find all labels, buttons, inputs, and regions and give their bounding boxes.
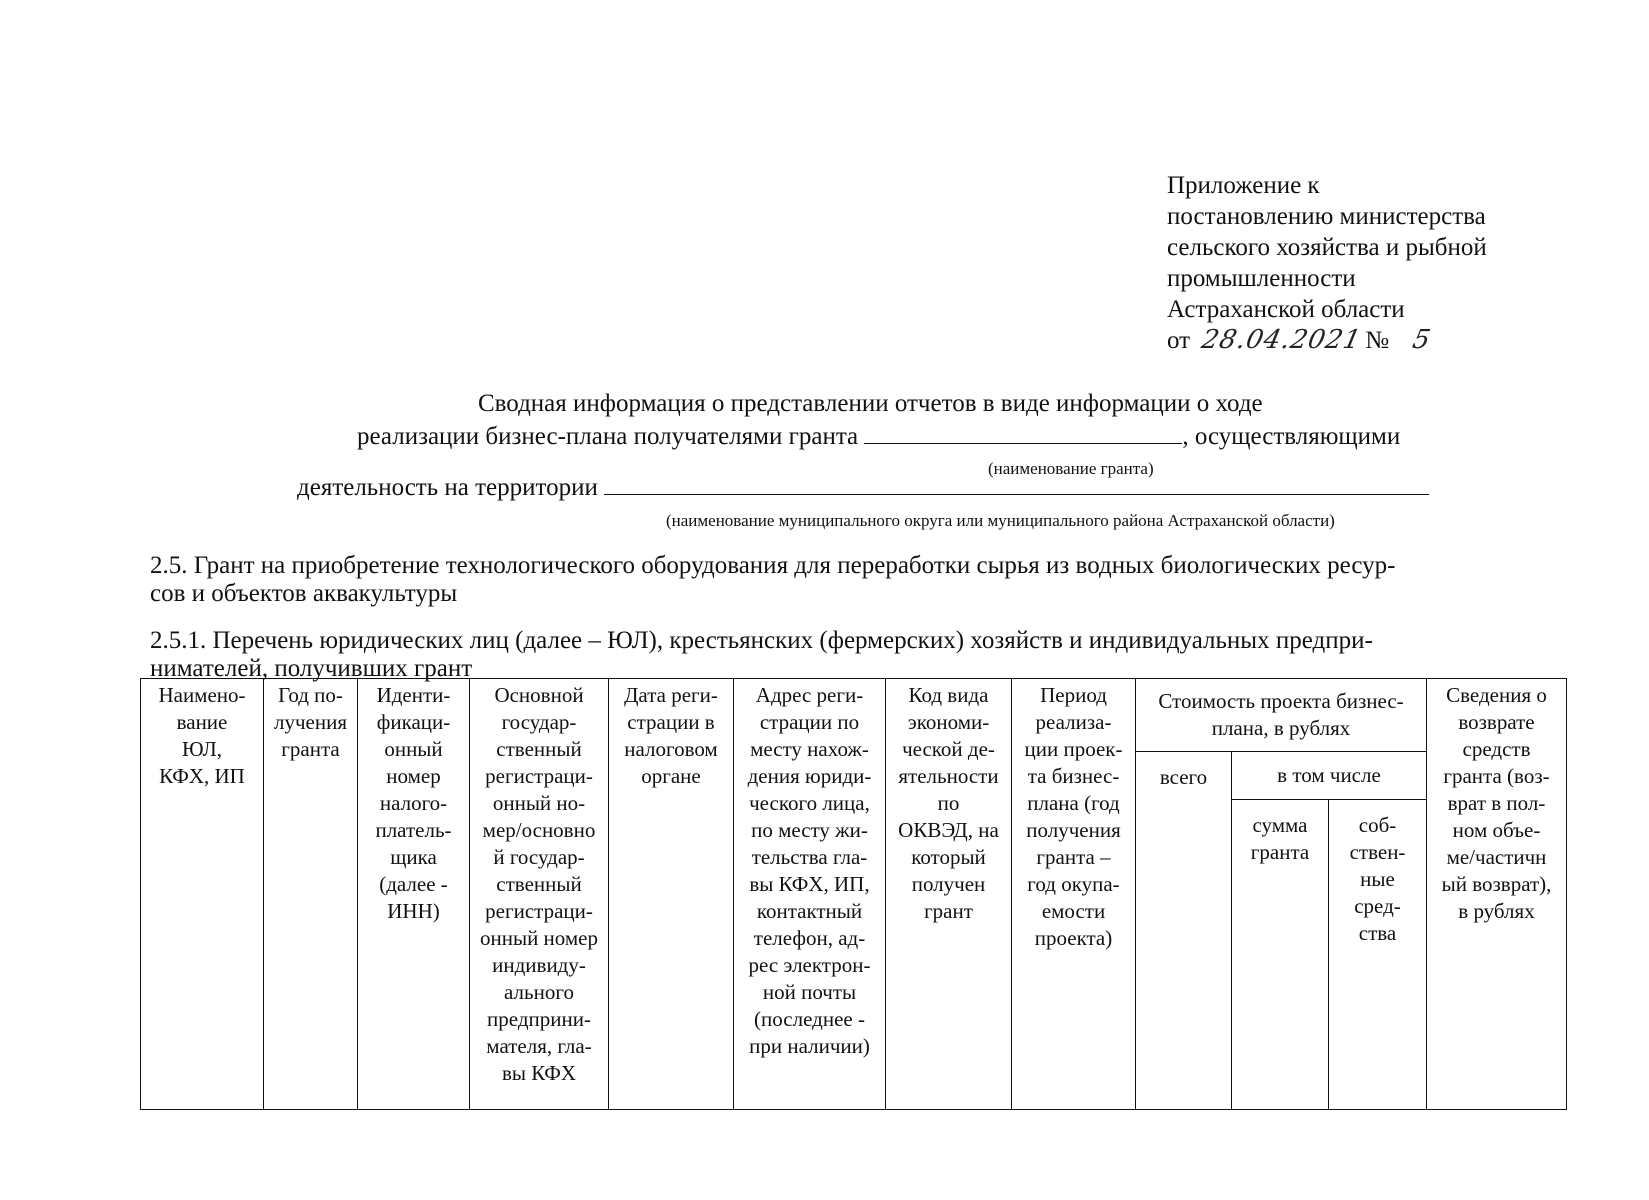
header-ogrn: Основной государ- ственный регистраци- онный но- мер/основно й государ- ственный регистраци- онный номер индивиду- ального предприни- мателя, гла- вы КФХ bbox=[470, 679, 609, 1110]
territory-caption: (наименование муниципального округа или муниципального района Астраханской области) bbox=[666, 511, 1335, 530]
header-period: Период реализа- ции проек- та бизнес- плана (год получения гранта – год окупа- емости проекта) bbox=[1012, 679, 1136, 1110]
handwritten-number: 5 bbox=[1410, 325, 1435, 355]
header-grant-sum: сумма гранта bbox=[1232, 800, 1329, 1110]
number-sign: № bbox=[1365, 327, 1390, 354]
section-2-5-1-line: нимателей, получивших грант bbox=[150, 655, 473, 682]
header-year: Год по- лучения гранта bbox=[264, 679, 358, 1110]
title-line-2-end: , осуществляющими bbox=[1182, 423, 1401, 450]
appendix-line: промышленности bbox=[1167, 265, 1356, 292]
title-line-3 bbox=[297, 474, 1429, 502]
grant-recipients-table bbox=[140, 678, 1567, 1110]
title-line-2-start: реализации бизнес-плана получателями гранта bbox=[357, 423, 859, 450]
handwritten-date: 28.04.2021 bbox=[1199, 325, 1365, 355]
header-refund: Сведения о возврате средств гранта (воз- врат в пол- ном объе- ме/частичн ый возврат), в рублях bbox=[1427, 679, 1567, 1110]
appendix-line: сельского хозяйства и рыбной bbox=[1167, 234, 1487, 261]
header-okved: Код вида экономи- ческой де- ятельности по ОКВЭД, на который получен грант bbox=[886, 679, 1012, 1110]
section-2-5-1-line: 2.5.1. Перечень юридических лиц (далее – ЮЛ), крестьянских (фермерских) хозяйств и индивидуальных предпри- bbox=[150, 627, 1373, 654]
appendix-line: Приложение к bbox=[1167, 172, 1320, 199]
date-prefix: от bbox=[1167, 327, 1191, 354]
grant-name-caption: (наименование гранта) bbox=[988, 459, 1154, 478]
section-2-5-1 bbox=[150, 627, 1373, 683]
appendix-line: Астраханской области bbox=[1167, 296, 1405, 323]
title-line-1: Сводная информация о представлении отчетов в виде информации о ходе bbox=[478, 390, 1263, 417]
header-including: в том числе bbox=[1232, 752, 1427, 800]
section-2-5-line: сов и объектов аквакультуры bbox=[150, 580, 458, 607]
appendix-date-line bbox=[1167, 325, 1487, 356]
title-line-2 bbox=[357, 423, 1400, 451]
title-line-3-text: деятельность на территории bbox=[297, 474, 598, 501]
section-2-5-line: 2.5. Грант на приобретение технологического оборудования для переработки сырья из водных биологических ресур- bbox=[150, 552, 1396, 579]
header-reg-date: Дата реги- страции в налоговом органе bbox=[609, 679, 734, 1110]
appendix-line: постановлению министерства bbox=[1167, 203, 1486, 230]
header-inn: Иденти- фикаци- онный номер налого- платель- щика (далее - ИНН) bbox=[358, 679, 470, 1110]
section-2-5 bbox=[150, 552, 1395, 608]
appendix-block bbox=[1167, 170, 1487, 356]
header-total: всего bbox=[1136, 752, 1232, 1110]
header-cost: Стоимость проекта бизнес- плана, в рублях bbox=[1136, 679, 1427, 752]
territory-blank bbox=[604, 494, 1429, 495]
header-name: Наимено- вание ЮЛ, КФХ, ИП bbox=[141, 679, 264, 1110]
header-own-funds: соб- ствен- ные сред- ства bbox=[1329, 800, 1427, 1110]
header-address: Адрес реги- страции по месту нахож- дения юриди- ческого лица, по месту жи- тельства гла- вы КФХ, ИП, контактный телефон, ад- рес электрон- ной почты (последнее - при наличии) bbox=[734, 679, 886, 1110]
grant-name-blank bbox=[864, 443, 1182, 444]
